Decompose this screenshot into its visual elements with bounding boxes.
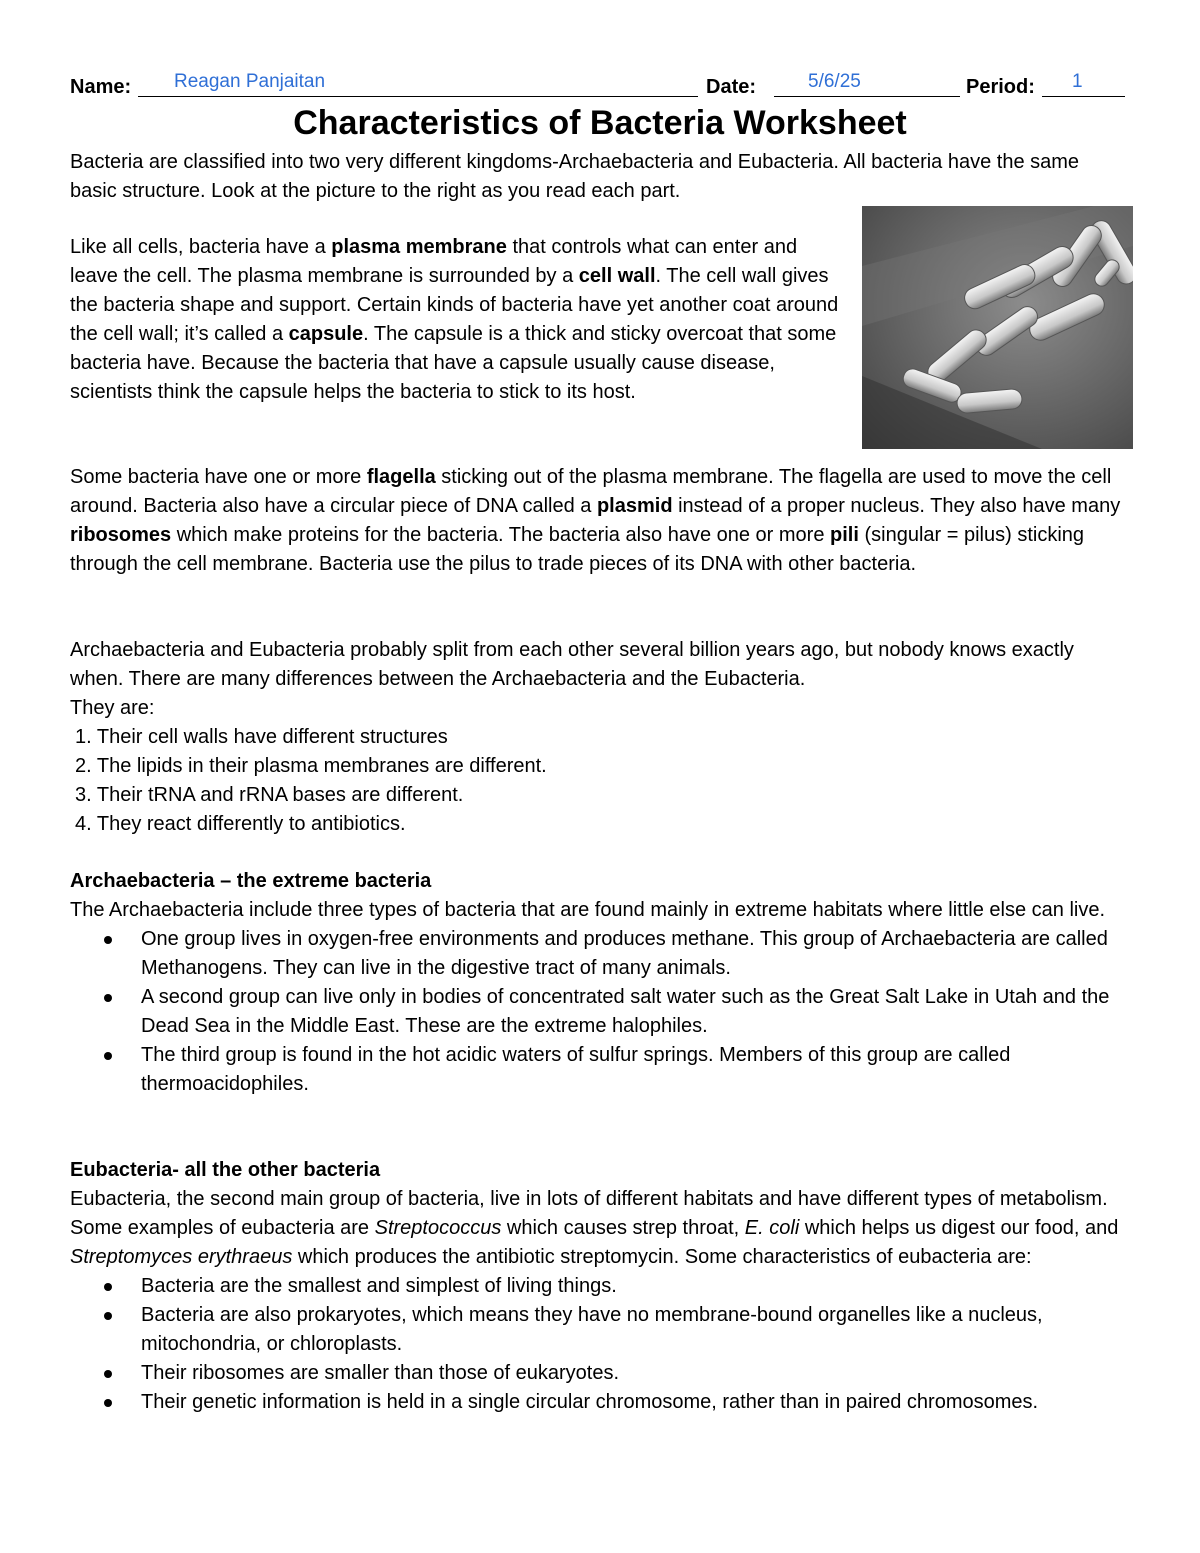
name-field[interactable]: [138, 68, 698, 97]
intro-paragraph: Bacteria are classified into two very different kingdoms-Archaebacteria and Eubacteria. All bacteria have the same basic structure. Look at the picture to the right as you read each part.: [70, 151, 1080, 202]
eubacteria-list: [70, 1272, 1130, 1417]
list-item: 4. They react differently to antibiotics.: [75, 813, 406, 835]
bacteria-micrograph: [862, 206, 1133, 449]
structure-paragraph: Like all cells, bacteria have a plasma membrane that controls what can enter and leave the cell. The plasma membrane is surrounded by a cell wall. The cell wall gives the bacteria shape and support. Certain kinds of bacteria have yet another coat around the cell wall; it’s called a capsule. The capsule is a thick and sticky overcoat that some bacteria have. Because the bacteria that have a capsule usually cause disease, scientists think the capsule helps the bacteria to stick to its host.: [70, 236, 839, 403]
period-value: 1: [1072, 71, 1083, 92]
eubacteria-intro: Eubacteria, the second main group of bacteria, live in lots of different habitats and have different types of metabolism. Some examples of eubacteria are Streptococcus which causes strep throat, E. coli which helps us digest our food, and Streptomyces erythraeus which produces the antibiotic streptomycin. Some characteristics of eubacteria are:: [70, 1188, 1119, 1268]
date-value: 5/6/25: [808, 71, 861, 92]
they-are-label: They are:: [70, 697, 155, 719]
list-item: 1. Their cell walls have different structures: [75, 726, 448, 748]
term-pili: pili: [830, 524, 859, 546]
list-item: Bacteria are also prokaryotes, which means they have no membrane-bound organelles like a nucleus, mitochondria, or chloroplasts.: [70, 1301, 1130, 1359]
archaebacteria-intro: The Archaebacteria include three types of bacteria that are found mainly in extreme habitats where little else can live.: [70, 899, 1106, 921]
list-item: Their genetic information is held in a single circular chromosome, rather than in paired chromosomes.: [70, 1388, 1130, 1417]
term-plasma-membrane: plasma membrane: [331, 236, 507, 258]
term-ribosomes: ribosomes: [70, 524, 172, 546]
differences-intro: Archaebacteria and Eubacteria probably split from each other several billion years ago, but nobody knows exactly when. There are many differences between the Archaebacteria and the Eubacteria.: [70, 639, 1074, 690]
list-item: 3. Their tRNA and rRNA bases are different.: [75, 784, 464, 806]
differences-paragraph: [70, 636, 1130, 839]
term-e-coli: E. coli: [744, 1217, 800, 1239]
differences-list: [70, 723, 1130, 839]
archaebacteria-heading: Archaebacteria – the extreme bacteria: [70, 870, 432, 892]
eubacteria-heading: Eubacteria- all the other bacteria: [70, 1159, 381, 1181]
list-item: 2. The lipids in their plasma membranes are different.: [75, 755, 547, 777]
date-label: Date:: [706, 76, 757, 98]
list-item: One group lives in oxygen-free environments and produces methane. This group of Archaebacteria are called Methanogens. They can live in the digestive tract of many animals.: [70, 925, 1130, 983]
term-plasmid: plasmid: [596, 495, 673, 517]
period-label: Period:: [966, 76, 1035, 98]
archaebacteria-list: [70, 925, 1130, 1099]
date-field[interactable]: [774, 68, 960, 97]
page-title: Characteristics of Bacteria Worksheet: [293, 104, 907, 142]
name-value: Reagan Panjaitan: [174, 71, 326, 92]
eubacteria-section: [70, 1156, 1130, 1417]
term-streptomyces: Streptomyces erythraeus: [70, 1246, 293, 1268]
term-capsule: capsule: [288, 323, 364, 345]
header-fields: [70, 68, 1130, 100]
archaebacteria-section: [70, 867, 1130, 1099]
organelles-paragraph: Some bacteria have one or more flagella sticking out of the plasma membrane. The flagella are used to move the cell around. Bacteria also have a circular piece of DNA called a plasmid instead of a proper nucleus. They also have many ribosomes which make proteins for the bacteria. The bacteria also have one or more pili (singular = pilus) sticking through the cell membrane. Bacteria use the pilus to trade pieces of its DNA with other bacteria.: [70, 466, 1121, 575]
period-field[interactable]: [1042, 68, 1125, 97]
list-item: The third group is found in the hot acidic waters of sulfur springs. Members of this group are called thermoacidophiles.: [70, 1041, 1130, 1099]
list-item: Their ribosomes are smaller than those of eukaryotes.: [70, 1359, 1130, 1388]
term-cell-wall: cell wall: [578, 265, 656, 287]
list-item: A second group can live only in bodies of concentrated salt water such as the Great Salt Lake in Utah and the Dead Sea in the Middle East. These are the extreme halophiles.: [70, 983, 1130, 1041]
term-flagella: flagella: [366, 466, 436, 488]
list-item: Bacteria are the smallest and simplest of living things.: [70, 1272, 1130, 1301]
term-streptococcus: Streptococcus: [374, 1217, 502, 1239]
name-label: Name:: [70, 76, 132, 98]
